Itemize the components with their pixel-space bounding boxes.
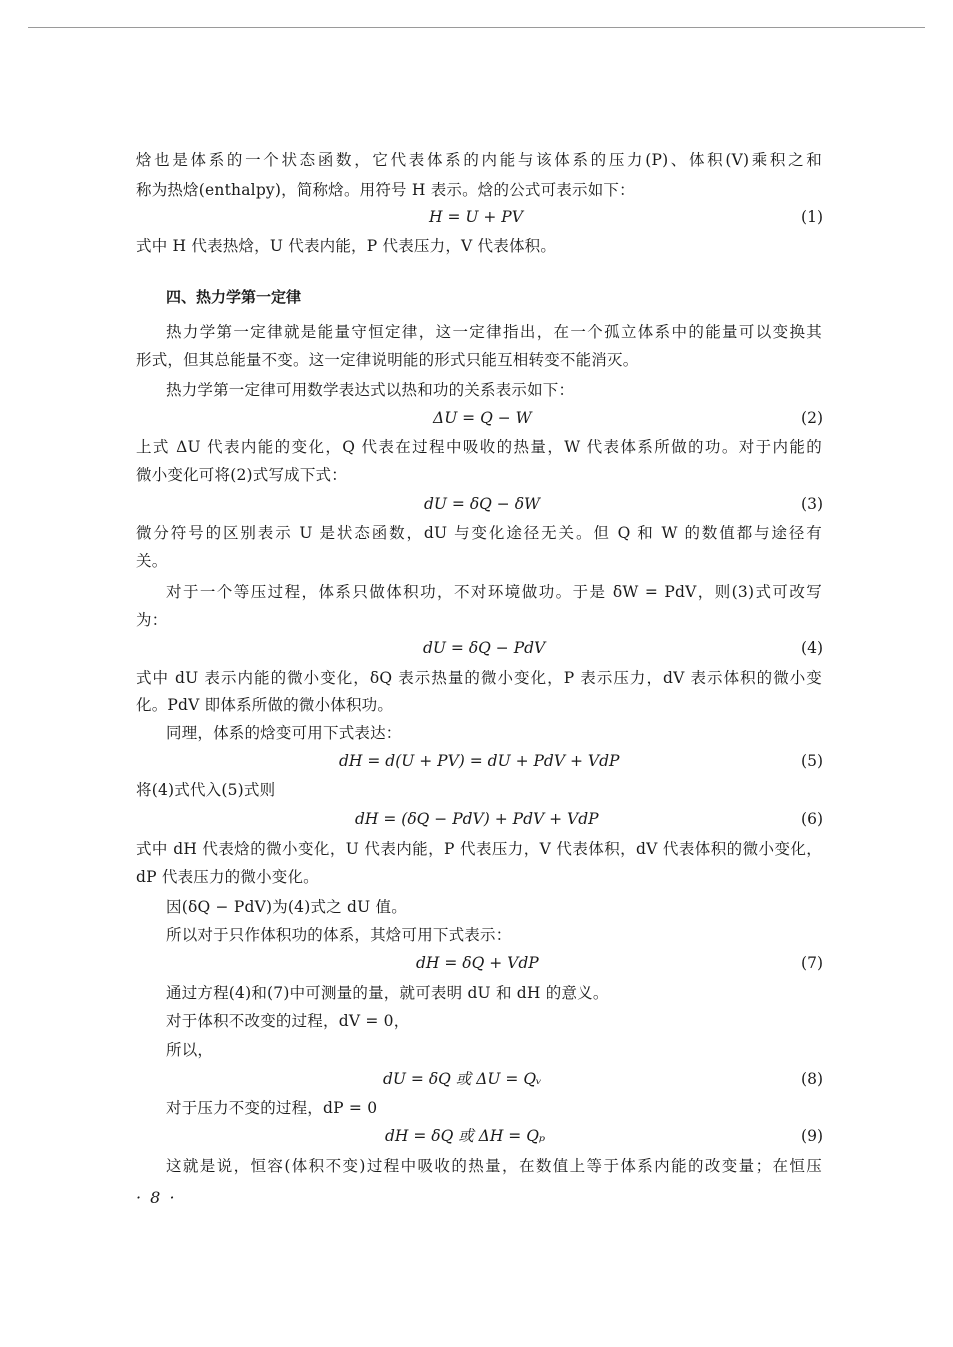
paragraph-line: 将(4)式代入(5)式则 xyxy=(136,781,276,799)
equation-2: ΔU = Q − W xyxy=(433,409,532,427)
paragraph-line: 式中 H 代表热焓，U 代表内能，P 代表压力，V 代表体积。 xyxy=(136,237,557,255)
page-number: · 8 · xyxy=(136,1188,177,1207)
paragraph-line: 微小变化可将(2)式写成下式： xyxy=(136,466,347,484)
section-heading: 四、热力学第一定律 xyxy=(166,288,302,306)
equation-3: dU = δQ − δW xyxy=(424,495,540,513)
equation-5: dH = d(U + PV) = dU + PdV + VdP xyxy=(339,752,620,770)
paragraph-line: 所以， xyxy=(166,1041,214,1059)
paragraph-line: 上式 ΔU 代表内能的变化，Q 代表在过程中吸收的热量，W 代表体系所做的功。对于内能的 xyxy=(136,438,822,456)
paragraph-line: 因(δQ − PdV)为(4)式之 dU 值。 xyxy=(166,898,407,916)
paragraph-line: dP 代表压力的微小变化。 xyxy=(136,868,319,886)
equation-number-3: (3) xyxy=(801,495,823,513)
equation-number-4: (4) xyxy=(801,639,823,657)
equation-number-8: (8) xyxy=(801,1070,823,1088)
equation-number-9: (9) xyxy=(801,1127,823,1145)
paragraph-line: 对于压力不变的过程，dP = 0 xyxy=(166,1099,378,1117)
paragraph-line: 这就是说，恒容(体积不变)过程中吸收的热量，在数值上等于体系内能的改变量；在恒压 xyxy=(166,1157,822,1175)
equation-8: dU = δQ 或 ΔU = Qᵥ xyxy=(383,1070,542,1088)
paragraph-line: 通过方程(4)和(7)中可测量的量，就可表明 dU 和 dH 的意义。 xyxy=(166,984,609,1002)
equation-4: dU = δQ − PdV xyxy=(423,639,546,657)
paragraph-line: 对于一个等压过程，体系只做体积功，不对环境做功。于是 δW = PdV，则(3)式可改写 xyxy=(166,583,822,601)
paragraph-line: 热力学第一定律就是能量守恒定律，这一定律指出，在一个孤立体系中的能量可以变换其 xyxy=(166,323,822,341)
paragraph-line: 化。PdV 即体系所做的微小体积功。 xyxy=(136,696,394,714)
paragraph-line: 称为热焓(enthalpy)，简称焓。用符号 H 表示。焓的公式可表示如下： xyxy=(136,181,635,199)
paragraph-line: 热力学第一定律可用数学表达式以热和功的关系表示如下： xyxy=(166,381,575,399)
top-rule xyxy=(28,27,925,28)
paragraph-line: 微分符号的区别表示 U 是状态函数，dU 与变化途径无关。但 Q 和 W 的数值都与途径有 xyxy=(136,524,822,542)
paragraph-line: 形式，但其总能量不变。这一定律说明能的形式只能互相转变不能消灭。 xyxy=(136,351,639,369)
equation-number-1: (1) xyxy=(801,208,823,226)
equation-1: H = U + PV xyxy=(429,208,523,226)
paragraph-line: 式中 dH 代表焓的微小变化，U 代表内能，P 代表压力，V 代表体积，dV 代表体积的微小变化， xyxy=(136,840,822,858)
paragraph-line: 焓也是体系的一个状态函数，它代表体系的内能与该体系的压力(P)、体积(V)乘积之和 xyxy=(136,151,822,169)
equation-number-2: (2) xyxy=(801,409,823,427)
equation-6: dH = (δQ − PdV) + PdV + VdP xyxy=(355,810,599,828)
equation-number-5: (5) xyxy=(801,752,823,770)
equation-7: dH = δQ + VdP xyxy=(416,954,539,972)
paragraph-line: 关。 xyxy=(136,552,168,570)
paragraph-line: 对于体积不改变的过程，dV = 0， xyxy=(166,1012,410,1030)
paragraph-line: 式中 dU 表示内能的微小变化，δQ 表示热量的微小变化，P 表示压力，dV 表示体积的微小变 xyxy=(136,669,822,687)
equation-number-6: (6) xyxy=(801,810,823,828)
paragraph-line: 同理，体系的焓变可用下式表达： xyxy=(166,724,402,742)
paragraph-line: 为： xyxy=(136,611,168,629)
equation-number-7: (7) xyxy=(801,954,823,972)
paragraph-line: 所以对于只作体积功的体系，其焓可用下式表示： xyxy=(166,926,512,944)
equation-9: dH = δQ 或 ΔH = Qₚ xyxy=(385,1127,546,1145)
